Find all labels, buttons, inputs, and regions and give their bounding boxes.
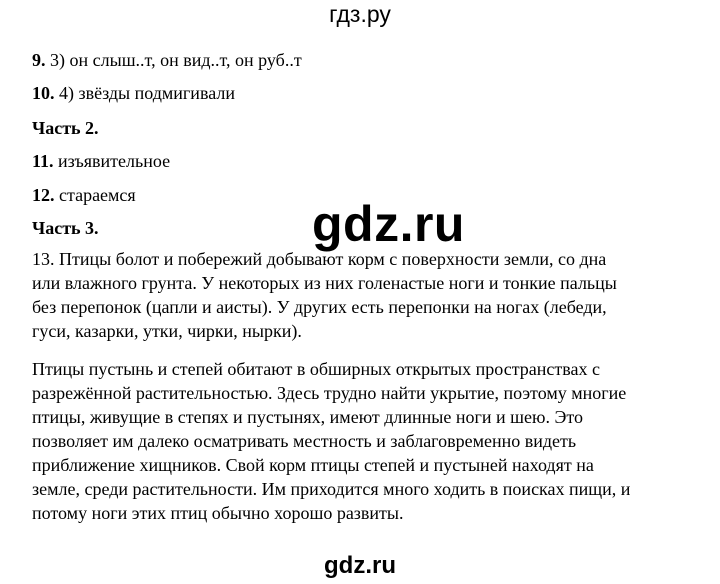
answer-number: 9. [32,50,46,70]
answer-text: стараемся [54,185,136,205]
paragraph-line: позволяет им далеко осматривать местность и заблаговременно видеть [32,431,577,451]
watermark-logo: gdz.ru [312,196,465,252]
answer-9 [32,49,302,71]
answer-12 [32,184,136,206]
paragraph-desert-birds [32,357,702,525]
answer-text: изъявительное [53,151,171,171]
paragraph-line: или влажного грунта. У некоторых из них голенастые ноги и тонкие пальцы [32,273,617,293]
paragraph-line: без перепонок (цапли и аисты). У других есть перепонки на ногах (лебеди, [32,297,607,317]
paragraph-line: гуси, казарки, утки, чирки, нырки). [32,321,302,341]
paragraph-line: птицы, живущие в степях и пустынях, имеют длинные ноги и шею. Это [32,407,583,427]
footer-watermark: gdz.ru [324,552,396,579]
answer-number: 11. [32,151,54,171]
answer-number: 12. [32,185,55,205]
paragraph-line: 13. Птицы болот и побережий добывают корм с поверхности земли, со дна [32,249,607,269]
part-2-heading: Часть 2. [32,118,99,138]
answer-text: 4) звёзды подмигивали [54,83,235,103]
site-header-title: гдз.ру [329,1,391,27]
answer-number: 10. [32,83,55,103]
answer-10 [32,82,235,104]
part-3-heading: Часть 3. [32,218,99,238]
paragraph-line: Птицы пустынь и степей обитают в обширных открытых пространствах с [32,359,601,379]
answer-11 [32,150,170,172]
paragraph-line: земле, среди растительности. Им приходится много ходить в поисках пищи, и [32,479,631,499]
paragraph-line: потому ноги этих птиц обычно хорошо развиты. [32,503,404,523]
answer-text: 3) он слыш..т, он вид..т, он руб..т [45,50,302,70]
paragraph-line: приближение хищников. Свой корм птицы степей и пустыней находят на [32,455,594,475]
paragraph-answer-13 [32,247,702,343]
paragraph-line: разрежённой растительностью. Здесь трудно найти укрытие, поэтому многие [32,383,627,403]
